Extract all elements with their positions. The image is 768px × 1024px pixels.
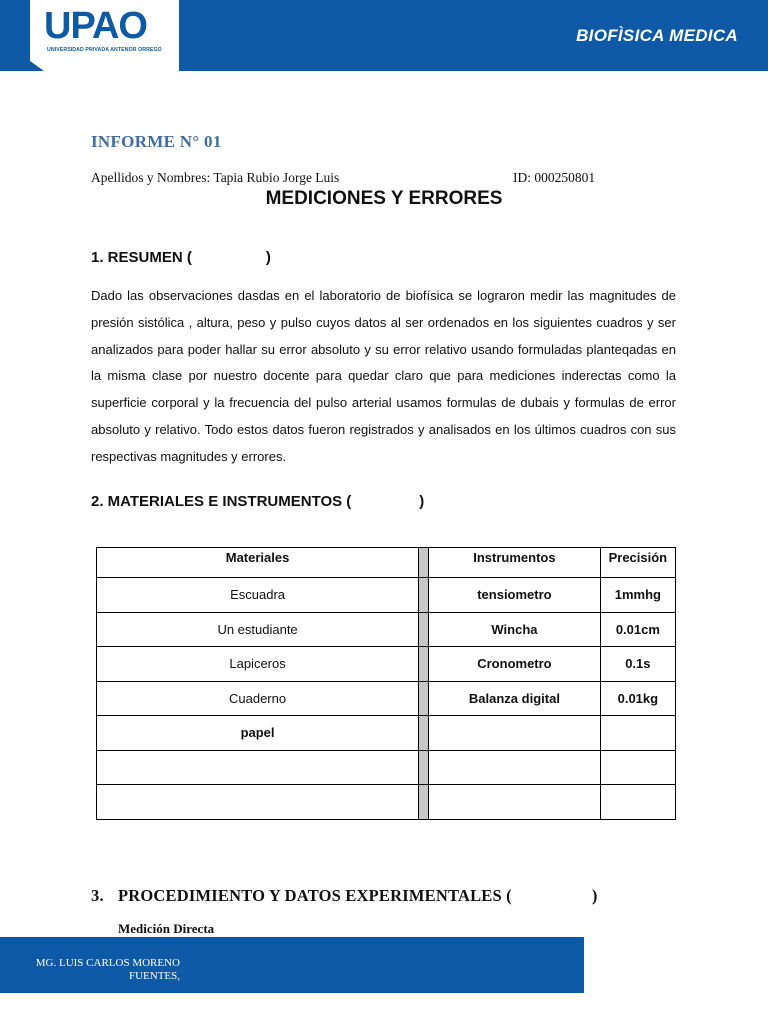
names-label: Apellidos y Nombres: bbox=[91, 170, 211, 185]
header-band bbox=[0, 0, 768, 71]
table-row bbox=[97, 647, 676, 682]
instrument-cell: Cronometro bbox=[429, 647, 601, 682]
table-header-row bbox=[97, 548, 676, 578]
id-label: ID: bbox=[513, 170, 531, 185]
instrument-cell: Balanza digital bbox=[429, 681, 601, 716]
section-3-number: 3. bbox=[91, 886, 104, 905]
section-3-subheading: Medición Directa bbox=[118, 921, 215, 936]
gray-separator bbox=[419, 548, 429, 578]
gray-separator bbox=[419, 647, 429, 682]
instrument-cell: tensiometro bbox=[429, 578, 601, 613]
page-title: MEDICIONES Y ERRORES bbox=[265, 188, 503, 209]
table-row bbox=[97, 681, 676, 716]
section-1-heading bbox=[91, 249, 271, 266]
gray-separator bbox=[419, 681, 429, 716]
material-cell: Cuaderno bbox=[97, 681, 419, 716]
precision-cell bbox=[600, 785, 675, 820]
material-cell: Escuadra bbox=[97, 578, 419, 613]
material-cell bbox=[97, 785, 419, 820]
instrument-cell bbox=[429, 716, 601, 751]
materials-table bbox=[96, 547, 676, 820]
section-2-title: 2. MATERIALES E INSTRUMENTOS ( bbox=[91, 493, 352, 510]
precision-cell: 0.01cm bbox=[600, 612, 675, 647]
gray-separator bbox=[419, 612, 429, 647]
section-3-title: PROCEDIMIENTO Y DATOS EXPERIMENTALES ( bbox=[118, 886, 512, 905]
table-row bbox=[97, 612, 676, 647]
student-names-row bbox=[91, 170, 339, 186]
material-cell: Un estudiante bbox=[97, 612, 419, 647]
university-logo: UPAO bbox=[44, 5, 147, 47]
footer-author-line-2: FUENTES, bbox=[128, 970, 180, 982]
instrument-cell bbox=[429, 785, 601, 820]
header-precision: Precisión bbox=[600, 548, 675, 578]
section-2-heading bbox=[91, 493, 424, 510]
course-title: BIOFÌSICA MEDICA bbox=[576, 26, 738, 45]
material-cell bbox=[97, 750, 419, 785]
table-row bbox=[97, 578, 676, 613]
table-row bbox=[97, 785, 676, 820]
gray-separator bbox=[419, 716, 429, 751]
precision-cell: 1mmhg bbox=[600, 578, 675, 613]
footer-author bbox=[24, 957, 180, 983]
section-1-close: ) bbox=[265, 249, 271, 266]
id-value: 000250801 bbox=[534, 170, 596, 185]
section-3-heading bbox=[91, 886, 598, 906]
section-2-close: ) bbox=[419, 493, 425, 510]
header-materiales: Materiales bbox=[97, 548, 419, 578]
section-3-close: ) bbox=[591, 886, 598, 905]
material-cell: Lapiceros bbox=[97, 647, 419, 682]
header-instrumentos: Instrumentos bbox=[429, 548, 601, 578]
footer-author-line-1: MG. LUIS CARLOS MORENO bbox=[35, 957, 180, 969]
table-row bbox=[97, 716, 676, 751]
material-cell: papel bbox=[97, 716, 419, 751]
instrument-cell bbox=[429, 750, 601, 785]
table-row bbox=[97, 750, 676, 785]
university-logo-subtitle: UNIVERSIDAD PRIVADA ANTENOR ORREGO bbox=[47, 47, 162, 53]
student-id-row bbox=[513, 170, 595, 186]
gray-separator bbox=[419, 578, 429, 613]
gray-separator bbox=[419, 785, 429, 820]
summary-paragraph: Dado las observaciones dasdas en el laboratorio de biofísica se lograron medir las magnitudes de presión sistólica , altura, peso y pulso cuyos datos al ser ordenados en los siguientes cuadros y ser analizados para poder hallar su error absoluto y su error relativo usando formuladas planteqadas en la misma clase por nuestro docente para quedar claro que para mediciones inderectas como la superficie corporal y la frecuencia del pulso arterial usamos formulas de dubais y formulas de error absoluto y relativo. Todo estos datos fueron registrados y analisados en los últimos cuadros con sus respectivas magnitudes y errores. bbox=[91, 288, 676, 464]
gray-separator bbox=[419, 750, 429, 785]
instrument-cell: Wincha bbox=[429, 612, 601, 647]
precision-cell: 0.1s bbox=[600, 647, 675, 682]
precision-cell bbox=[600, 716, 675, 751]
report-number: INFORME N° 01 bbox=[91, 132, 222, 151]
precision-cell: 0.01kg bbox=[600, 681, 675, 716]
section-1-title: 1. RESUMEN ( bbox=[91, 249, 192, 266]
names-value: Tapia Rubio Jorge Luis bbox=[213, 170, 340, 185]
precision-cell bbox=[600, 750, 675, 785]
